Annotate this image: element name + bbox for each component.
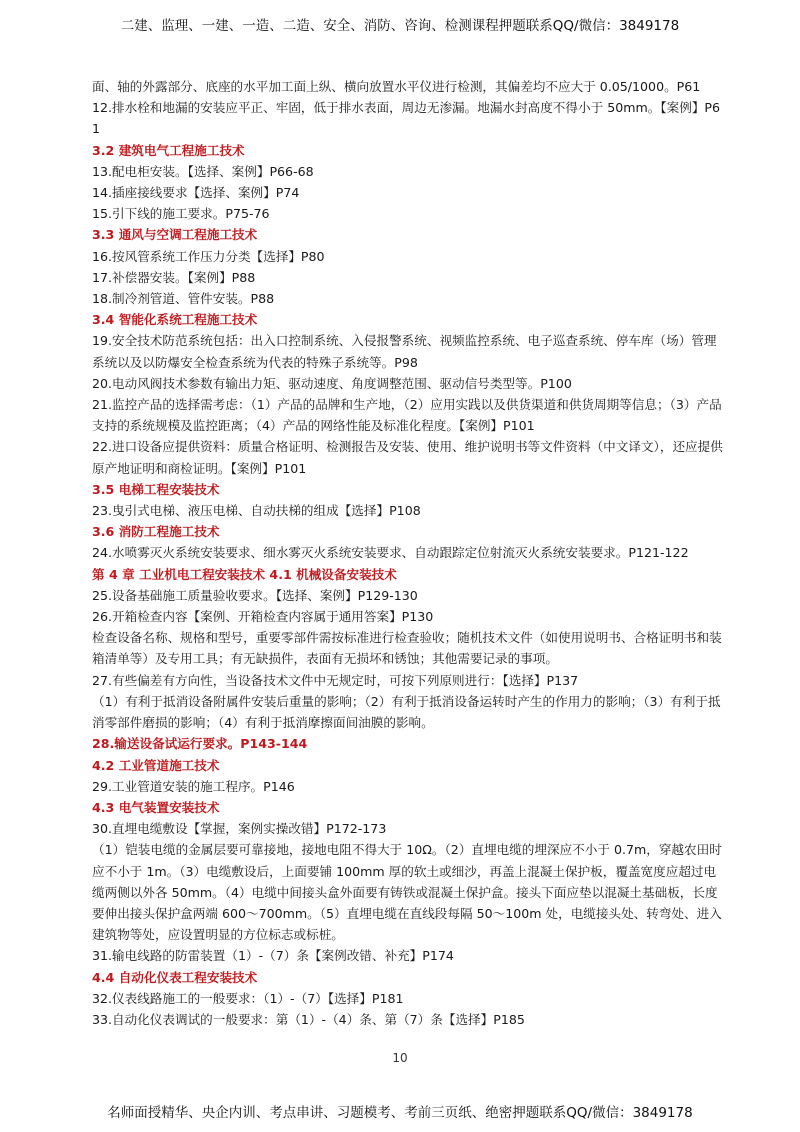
paragraph: 12.排水栓和地漏的安装应平正、牢固，低于排水表面，周边无渗漏。地漏水封高度不得小于 50mm。【案例】P61 xyxy=(92,100,721,137)
paragraph: 14.插座接线要求【选择、案例】P74 xyxy=(92,185,300,201)
paragraph: 16.按风管系统工作压力分类【选择】P80 xyxy=(92,248,325,264)
page-number: 10 xyxy=(392,1051,408,1065)
section-heading: 3.3 通风与空调工程施工技术 xyxy=(92,227,258,243)
document-body xyxy=(92,76,728,1030)
section-heading: 3.6 消防工程施工技术 xyxy=(92,524,220,540)
paragraph: 29.工业管道安装的施工程序。P146 xyxy=(92,778,295,794)
section-heading: 第 4 章 工业机电工程安装技术 4.1 机械设备安装技术 xyxy=(92,566,397,582)
section-heading: 3.4 智能化系统工程施工技术 xyxy=(92,312,258,328)
paragraph: 13.配电柜安装。【选择、案例】P66-68 xyxy=(92,163,314,179)
paragraph: 23.曳引式电梯、液压电梯、自动扶梯的组成【选择】P108 xyxy=(92,503,421,519)
paragraph: 15.引下线的施工要求。P75-76 xyxy=(92,206,270,222)
paragraph: 30.直埋电缆敷设【掌握，案例实操改错】P172-173 xyxy=(92,821,387,837)
section-heading: 3.2 建筑电气工程施工技术 xyxy=(92,142,245,158)
page-header: 二建、监理、一建、一造、二造、安全、消防、咨询、检测课程押题联系QQ/微信：3849178 xyxy=(120,18,680,34)
paragraph: 26.开箱检查内容【案例、开箱检查内容属于通用答案】P130 xyxy=(92,609,434,625)
paragraph: 25.设备基础施工质量验收要求。【选择、案例】P129-130 xyxy=(92,587,418,603)
paragraph: 17.补偿器安装。【案例】P88 xyxy=(92,269,256,285)
paragraph: 32.仪表线路施工的一般要求：（1）-（7）【选择】P181 xyxy=(92,990,404,1006)
paragraph: 24.水喷雾灭火系统安装要求、细水雾灭火系统安装要求、自动跟踪定位射流灭火系统安装要求。P121-122 xyxy=(92,545,689,561)
paragraph: 33.自动化仪表调试的一般要求：第（1）-（4）条、第（7）条【选择】P185 xyxy=(92,1011,525,1027)
section-heading: 3.5 电梯工程安装技术 xyxy=(92,481,220,497)
page-footer: 名师面授精华、央企内训、考点串讲、习题模考、考前三页纸、绝密押题联系QQ/微信：3849178 xyxy=(107,1105,693,1121)
paragraph: 18.制冷剂管道、管件安装。P88 xyxy=(92,291,275,307)
paragraph: 22.进口设备应提供资料：质量合格证明、检测报告及安装、使用、维护说明书等文件资料（中文译文），还应提供原产地证明和商检证明。【案例】P101 xyxy=(92,439,723,476)
paragraph: 19.安全技术防范系统包括：出入口控制系统、入侵报警系统、视频监控系统、电子巡查系统、停车库（场）管理系统以及以防爆安全检查系统为代表的特殊子系统等。P98 xyxy=(92,333,717,370)
paragraph: （1）铠装电缆的金属层要可靠接地，接地电阻不得大于 10Ω。（2）直埋电缆的埋深应不小于 0.7m，穿越农田时应不小于 1m。（3）电缆敷设后，上面要铺 100mm 厚的软土或细沙，再盖上混凝土保护板，覆盖宽度应超过电缆两侧以外各 50mm。（4）电缆中间接头盒外面要有铸铁或混凝土保护盒。接头下面应垫以混凝土基础板，长度要伸出接头保护盒两端 600～700mm。（5）直埋电缆在直线段每隔 50～100m 处，电缆接头处、转弯处、进入建筑物等处，应设置明显的方位标志或标桩。 xyxy=(92,842,722,943)
paragraph: 27.有些偏差有方向性，当设备技术文件中无规定时，可按下列原则进行：【选择】P137 xyxy=(92,672,579,688)
paragraph: 面、轴的外露部分、底座的水平加工面上纵、横向放置水平仪进行检测，其偏差均不应大于 0.05/1000。P61 xyxy=(92,79,701,94)
paragraph: 20.电动风阀技术参数有输出力矩、驱动速度、角度调整范围、驱动信号类型等。P100 xyxy=(92,375,572,391)
section-heading: 4.2 工业管道施工技术 xyxy=(92,757,220,773)
paragraph: 31.输电线路的防雷装置（1）-（7）条【案例改错、补充】P174 xyxy=(92,948,454,964)
paragraph: 检查设备名称、规格和型号，重要零部件需按标准进行检查验收；随机技术文件（如使用说明书、合格证明书和装箱清单等）及专用工具；有无缺损件，表面有无损坏和锈蚀；其他需要记录的事项。 xyxy=(92,630,722,667)
section-heading: 4.3 电气装置安装技术 xyxy=(92,799,220,815)
section-heading: 28.输送设备试运行要求。P143-144 xyxy=(92,736,308,752)
paragraph: （1）有利于抵消设备附属件安装后重量的影响；（2）有利于抵消设备运转时产生的作用力的影响；（3）有利于抵消零部件磨损的影响；（4）有利于抵消摩擦面间油膜的影响。 xyxy=(92,693,721,731)
section-heading: 4.4 自动化仪表工程安装技术 xyxy=(92,969,258,985)
paragraph: 21.监控产品的选择需考虑：（1）产品的品牌和生产地，（2）应用实践以及供货渠道和供货周期等信息；（3）产品支持的系统规模及监控距离；（4）产品的网络性能及标准化程度。【案例】P101 xyxy=(92,397,722,434)
